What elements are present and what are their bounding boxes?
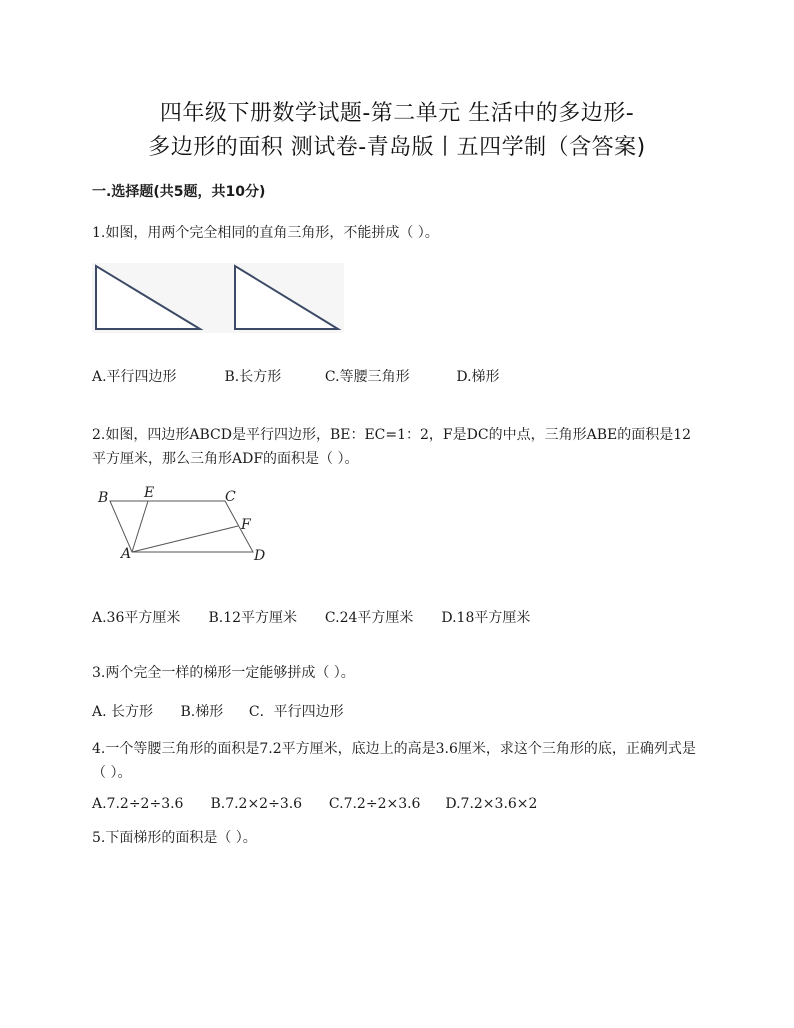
q3-option-b[interactable]: B.梯形: [180, 704, 224, 720]
label-a: A: [121, 546, 132, 562]
question-5-text: 5.下面梯形的面积是（ ）。: [92, 830, 257, 846]
q4-option-a[interactable]: A.7.2÷2÷3.6: [92, 796, 184, 812]
label-b: B: [98, 490, 109, 506]
label-c: C: [225, 489, 236, 505]
q2-option-a[interactable]: A.36平方厘米: [92, 610, 181, 626]
q3-option-c[interactable]: C．平行四边形: [248, 704, 344, 720]
question-3-text: 3.两个完全一样的梯形一定能够拼成（ ）。: [92, 665, 355, 681]
q4-option-d[interactable]: D.7.2×3.6×2: [445, 796, 538, 812]
q4-option-c[interactable]: C.7.2÷2×3.6: [328, 796, 421, 812]
parallelogram-abcd: [110, 501, 253, 552]
label-d: D: [254, 548, 266, 564]
q1-option-a[interactable]: A.平行四边形: [92, 369, 177, 385]
question-1-triangles-figure: [92, 263, 344, 333]
question-4-options: [92, 796, 537, 812]
q3-option-a[interactable]: A. 长方形: [92, 704, 154, 720]
label-e: E: [144, 485, 155, 501]
label-f: F: [241, 517, 251, 533]
title-line-1: 四年级下册数学试题-第二单元 生活中的多边形-: [159, 101, 635, 126]
question-4-text: 4.一个等腰三角形的面积是7.2平方厘米，底边上的高是3.6厘米，求这个三角形的底，正确列式是（ ）。: [92, 741, 696, 781]
question-3-options: [92, 701, 344, 721]
question-1-text: 1.如图，用两个完全相同的直角三角形，不能拼成（ ）。: [92, 225, 439, 241]
title-line-2: 多边形的面积 测试卷-青岛版丨五四学制（含答案): [148, 135, 646, 160]
q1-option-c[interactable]: C.等腰三角形: [324, 369, 410, 385]
question-2-options: [92, 607, 530, 627]
q2-option-b[interactable]: B.12平方厘米: [208, 610, 298, 626]
q1-option-d[interactable]: D.梯形: [456, 369, 500, 385]
section-heading: 一.选择题(共5题，共10分): [92, 184, 266, 200]
q2-option-c[interactable]: C.24平方厘米: [324, 610, 414, 626]
q4-option-b[interactable]: B.7.2×2÷3.6: [210, 796, 303, 812]
question-1-options: [92, 366, 500, 386]
parallelogram-figure: [92, 484, 282, 570]
question-2-text: 2.如图，四边形ABCD是平行四边形，BE：EC=1：2，F是DC的中点，三角形ABE的面积是12平方厘米，那么三角形ADF的面积是（ ）。: [92, 427, 692, 467]
q2-option-d[interactable]: D.18平方厘米: [441, 610, 531, 626]
q1-option-b[interactable]: B.长方形: [224, 369, 282, 385]
segment-ae: [132, 501, 148, 552]
segment-af: [132, 526, 238, 552]
